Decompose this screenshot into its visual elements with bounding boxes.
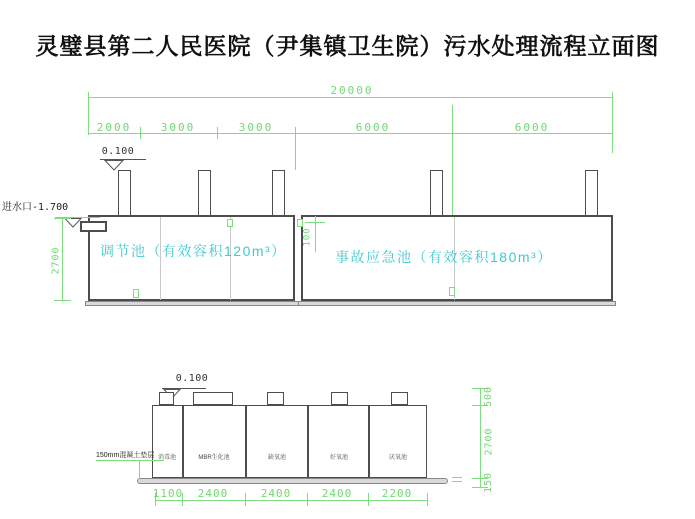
depth-dim-label-box — [36, 240, 76, 280]
compartment-label: MBR生化池 — [198, 455, 230, 461]
inlet-pipe — [80, 221, 107, 232]
foundation-leader-line — [96, 460, 164, 461]
dim-tick — [368, 493, 369, 506]
height-dim-label-box — [474, 467, 504, 497]
dim-tick — [427, 493, 428, 506]
overall-dim-label: 20000 — [330, 84, 374, 97]
freeboard-dim-label: 100 — [302, 227, 313, 247]
height-dim-label: 2700 — [483, 426, 495, 456]
construction-mark — [133, 289, 139, 298]
foundation-slab — [137, 478, 448, 484]
dim-tick — [140, 127, 141, 139]
depth-dim-label: 2700 — [50, 245, 62, 275]
tank-floor-slab — [298, 301, 616, 306]
slab-end-mark — [452, 477, 462, 478]
bottom-dim-line — [155, 500, 427, 501]
segment-dim-label: 6000 — [355, 121, 391, 134]
segment-dim-label: 3000 — [238, 121, 274, 134]
level-value-label: 0.100 — [175, 373, 209, 384]
compartment-divider — [307, 406, 309, 477]
inlet-level-label: 进水口-1.700 — [2, 202, 69, 213]
emergency-tank-label: 事故应急池（有效容积180m³） — [335, 249, 553, 265]
bottom-dim-label: 2200 — [381, 487, 413, 500]
vent-column — [198, 170, 211, 216]
construction-mark — [227, 219, 233, 227]
bottom-dim-label: 2400 — [197, 487, 229, 500]
compartment-divider — [368, 406, 370, 477]
roof-hatch — [331, 392, 348, 405]
segment-dim-label: 2000 — [96, 121, 132, 134]
dim-tick — [54, 300, 71, 301]
compartment-divider — [245, 406, 247, 477]
roof-hatch — [267, 392, 284, 405]
treatment-tank-body — [152, 405, 427, 478]
compartment-divider — [182, 406, 184, 477]
drawing-title: 灵璧县第二人民医院（尹集镇卫生院）污水处理流程立面图 — [35, 34, 660, 59]
foundation-note: 150mm混凝土垫层 — [96, 452, 155, 459]
bottom-dim-label: 1100 — [152, 487, 184, 500]
segment-dim-label: 6000 — [514, 121, 550, 134]
roof-hatch — [159, 392, 174, 405]
compartment-label: 消毒池 — [157, 455, 176, 461]
dim-tick — [245, 493, 246, 506]
compartment-label: 厌氧池 — [388, 455, 407, 461]
tank-floor-slab — [85, 301, 299, 306]
dim-tick — [295, 127, 296, 170]
dim-tick — [307, 493, 308, 506]
overall-dim-line — [88, 97, 612, 98]
height-dim-label: 500 — [483, 385, 495, 407]
inlet-level-triangle-icon — [64, 218, 82, 228]
foundation-leader-line — [139, 461, 140, 479]
height-dim-label-box — [474, 381, 504, 411]
dim-extension-right — [612, 92, 613, 153]
compartment-label: 缺氧池 — [267, 455, 286, 461]
construction-mark — [297, 219, 303, 227]
vent-column — [430, 170, 443, 216]
regulating-tank-label: 调节池（有效容积120m³） — [100, 243, 287, 259]
vent-column — [118, 170, 131, 216]
roof-hatch — [391, 392, 408, 405]
construction-mark — [449, 287, 455, 296]
compartment-label: 好氧池 — [329, 455, 348, 461]
height-dim-label-box — [474, 426, 504, 456]
height-dim-label: 150 — [483, 471, 495, 493]
bottom-dim-label: 2400 — [260, 487, 292, 500]
roof-hatch — [193, 392, 233, 405]
dim-tick — [54, 218, 71, 219]
vent-column — [585, 170, 598, 216]
vent-column — [272, 170, 285, 216]
slab-end-mark — [452, 481, 462, 482]
bottom-dim-label: 2400 — [321, 487, 353, 500]
level-value-label: 0.100 — [101, 146, 135, 157]
dim-tick — [217, 127, 218, 139]
segment-dim-label: 3000 — [160, 121, 196, 134]
